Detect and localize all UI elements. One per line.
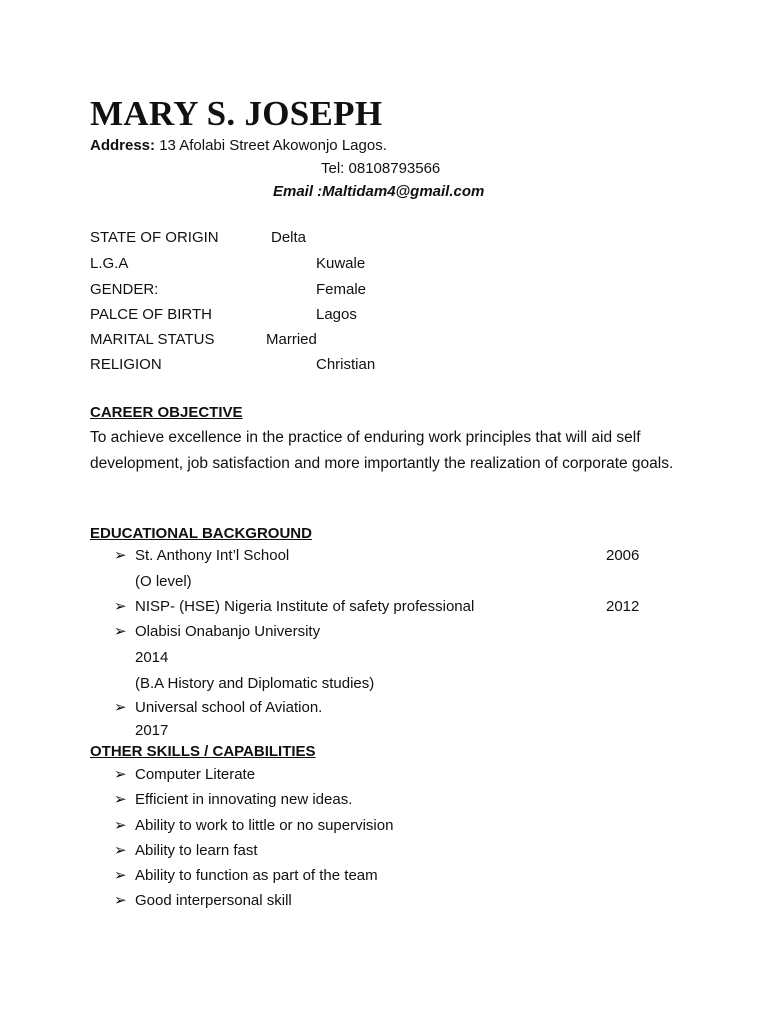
- marital-status-label: MARITAL STATUS: [90, 331, 215, 348]
- arrowhead-bullet-icon: ➢: [114, 623, 127, 640]
- state-of-origin-label: STATE OF ORIGIN: [90, 229, 219, 246]
- education-detail: (B.A History and Diplomatic studies): [135, 675, 375, 692]
- place-of-birth-label: PALCE OF BIRTH: [90, 306, 212, 323]
- arrowhead-bullet-icon: ➢: [114, 867, 127, 884]
- education-year: 2006: [606, 547, 640, 564]
- education-detail: (O level): [135, 573, 192, 590]
- skill-item: Computer Literate: [135, 766, 256, 783]
- state-of-origin-value: Delta: [271, 229, 307, 246]
- gender-label: GENDER:: [90, 281, 159, 298]
- arrowhead-bullet-icon: ➢: [114, 842, 127, 859]
- career-objective-text: To achieve excellence in the practice of enduring work principles that will aid self development, job satisfaction and more importantly the realization of corporate goals.: [90, 429, 674, 472]
- career-objective-heading: CAREER OBJECTIVE: [90, 404, 243, 421]
- education-year: 2012: [606, 598, 640, 615]
- skill-item: Ability to learn fast: [135, 842, 258, 859]
- education-year: 2014: [135, 649, 169, 666]
- arrowhead-bullet-icon: ➢: [114, 598, 127, 615]
- education-heading: EDUCATIONAL BACKGROUND: [90, 525, 312, 542]
- religion-value: Christian: [316, 356, 376, 373]
- email: Email :Maltidam4@gmail.com: [273, 183, 485, 200]
- education-school: Universal school of Aviation.: [135, 699, 323, 716]
- arrowhead-bullet-icon: ➢: [114, 699, 127, 716]
- lga-label: L.G.A: [90, 255, 129, 272]
- skill-item: Ability to function as part of the team: [135, 867, 378, 884]
- lga-value: Kuwale: [316, 255, 366, 272]
- skill-item: Efficient in innovating new ideas.: [135, 791, 353, 808]
- arrowhead-bullet-icon: ➢: [114, 791, 127, 808]
- religion-label: RELIGION: [90, 356, 162, 373]
- arrowhead-bullet-icon: ➢: [114, 817, 127, 834]
- gender-value: Female: [316, 281, 367, 298]
- arrowhead-bullet-icon: ➢: [114, 766, 127, 783]
- arrowhead-bullet-icon: ➢: [114, 547, 127, 564]
- arrowhead-bullet-icon: ➢: [114, 892, 127, 909]
- skills-heading: OTHER SKILLS / CAPABILITIES: [90, 743, 316, 760]
- skill-item: Good interpersonal skill: [135, 892, 292, 909]
- candidate-name: MARY S. JOSEPH: [90, 94, 383, 133]
- education-school: St. Anthony Int’l School: [135, 547, 290, 564]
- address-label: Address:: [90, 137, 156, 154]
- education-school: NISP- (HSE) Nigeria Institute of safety professional: [135, 598, 475, 615]
- education-year: 2017: [135, 722, 169, 739]
- skill-item: Ability to work to little or no supervision: [135, 817, 394, 834]
- telephone: Tel: 08108793566: [321, 160, 441, 177]
- marital-status-value: Married: [266, 331, 317, 348]
- education-school: Olabisi Onabanjo University: [135, 623, 321, 640]
- place-of-birth-value: Lagos: [316, 306, 357, 323]
- address-line: [90, 137, 387, 155]
- address-value: 13 Afolabi Street Akowonjo Lagos.: [155, 137, 387, 154]
